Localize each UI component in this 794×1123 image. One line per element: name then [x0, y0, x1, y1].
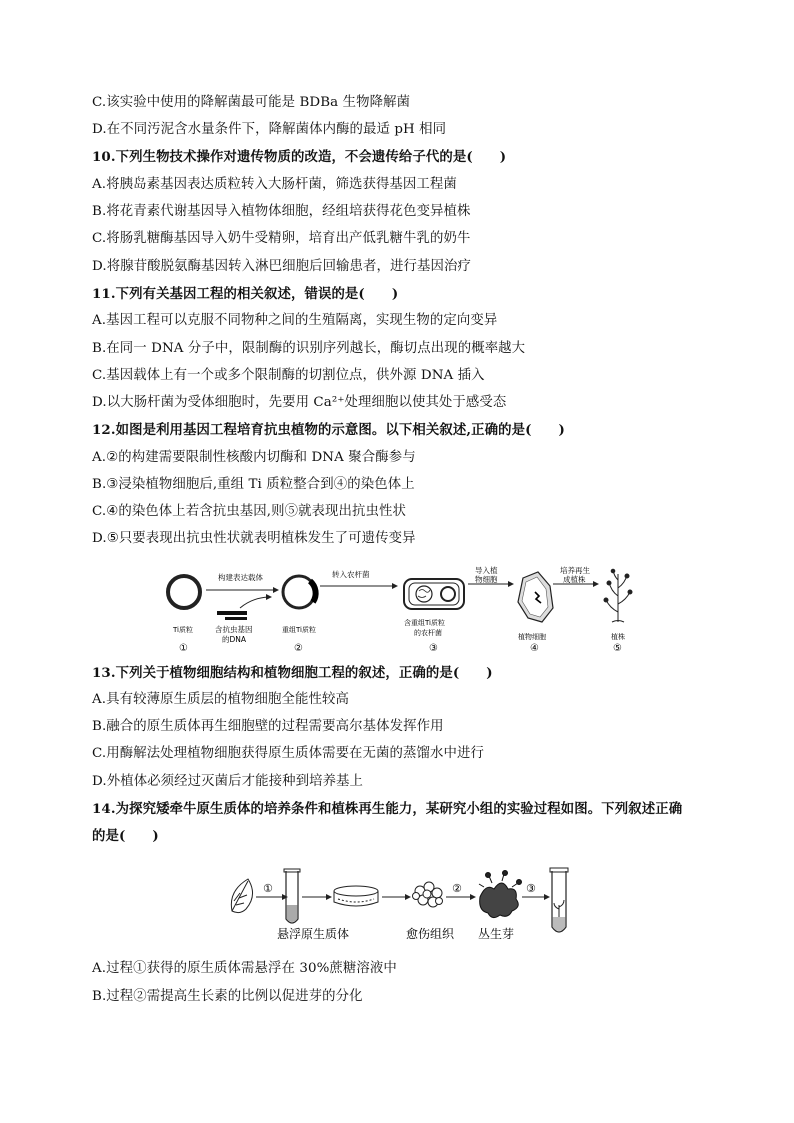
arrow-label-regenerate-a: 培养再生	[560, 566, 590, 575]
arrow-label-into-plant-cell-b: 物细胞	[475, 575, 498, 584]
q13-option-a: A.具有较薄原生质层的植物细胞全能性较高	[92, 692, 349, 707]
plant-icon	[604, 569, 632, 622]
arrow-label-build-vector: 构建表达载体	[218, 573, 263, 582]
step-2-label: ②	[452, 882, 462, 895]
q10-stem: 10.下列生物技术操作对遗传物质的改造，不会遗传给子代的是( )	[92, 149, 507, 165]
q11-option-a: A.基因工程可以克服不同物种之间的生殖隔离，实现生物的定向变异	[92, 313, 498, 328]
q12-stem: 12.如图是利用基因工程培育抗虫植物的示意图。以下相关叙述,正确的是( )	[92, 422, 565, 438]
label-num-5: ⑤	[613, 643, 622, 654]
label-recombinant-plasmid: 重组Ti质粒	[282, 626, 317, 634]
q14-option-b: B.过程②需提高生长素的比例以促进芽的分化	[92, 989, 363, 1004]
label-num-3: ③	[429, 643, 438, 654]
q10-option-d: D.将腺苷酸脱氨酶基因转入淋巴细胞后回输患者，进行基因治疗	[92, 259, 471, 274]
callus-icon	[413, 882, 443, 907]
label-agrobacterium-b: 的农杆菌	[414, 629, 442, 637]
step-1-label: ①	[263, 882, 273, 895]
label-suspended-protoplast: 悬浮原生质体	[277, 927, 350, 941]
arrow-label-into-agrobacterium: 转入农杆菌	[332, 570, 370, 579]
petri-dish-icon	[334, 886, 378, 906]
q9-option-d: D.在不同汚泥含水量条件下，降解菌体内酶的最适 pH 相同	[92, 122, 447, 137]
label-clustered-buds: 丛生芽	[478, 927, 515, 941]
label-gene-dna-b: 的DNA	[222, 635, 247, 644]
agrobacterium-icon	[404, 579, 464, 609]
recombinant-plasmid-icon	[283, 576, 316, 608]
plant-cell-icon	[518, 572, 553, 622]
q12-option-b: B.③浸染植物细胞后,重组 Ti 质粒整合到④的染色体上	[92, 477, 415, 492]
q14-stem-line1: 14.为探究矮牵牛原生质体的培养条件和植株再生能力，某研究小组的实验过程如图。下列叙述正确	[92, 801, 683, 817]
clustered-buds-icon	[479, 871, 522, 918]
arrow-label-into-plant-cell-a: 导入植	[475, 566, 498, 575]
q10-option-c: C.将肠乳糖酶基因导入奶牛受精卵，培育出产低乳糖牛乳的奶牛	[92, 231, 471, 246]
q10-option-b: B.将花青素代谢基因导入植物体细胞，经组培获得花色变异植株	[92, 204, 471, 219]
label-num-1: ①	[179, 643, 188, 654]
label-num-2: ②	[294, 643, 303, 654]
step-3-label: ③	[526, 882, 536, 895]
q12-option-a: A.②的构建需要限制性核酸内切酶和 DNA 聚合酶参与	[92, 450, 416, 465]
q9-option-c: C.该实验中使用的降解菌最可能是 BDBa 生物降解菌	[92, 95, 411, 110]
label-plant-cell: 植物细胞	[518, 633, 546, 641]
dna-fragment-icon	[217, 594, 272, 620]
label-ti-plasmid: Ti质粒	[173, 626, 194, 634]
label-plant: 植株	[611, 633, 625, 641]
q13-option-d: D.外植体必须经过灭菌后才能接种到培养基上	[92, 774, 364, 789]
arrow-label-regenerate-b: 成植株	[563, 575, 586, 584]
q13-option-b: B.融合的原生质体再生细胞壁的过程需要高尔基体发挥作用	[92, 719, 444, 734]
culture-tube-icon	[550, 868, 568, 932]
q12-option-d: D.⑤只要表现出抗虫性状就表明植株发生了可遗传变异	[92, 531, 416, 546]
test-tube-icon	[284, 869, 300, 923]
q14-figure	[222, 865, 582, 943]
label-num-4: ④	[530, 643, 539, 654]
q10-option-a: A.将胰岛素基因表达质粒转入大肠杆菌，筛选获得基因工程菌	[92, 177, 457, 192]
q13-option-c: C.用酶解法处理植物细胞获得原生质体需要在无菌的蒸馏水中进行	[92, 746, 484, 761]
q11-option-b: B.在同一 DNA 分子中，限制酶的识别序列越长，酶切点出现的概率越大	[92, 341, 526, 356]
q14-option-a: A.过程①获得的原生质体需悬浮在 30%蔗糖溶液中	[92, 961, 397, 976]
leaf-icon	[231, 879, 252, 913]
q11-option-d: D.以大肠杆菌为受体细胞时，先要用 Ca²⁺处理细胞以使其处于感受态	[92, 395, 507, 410]
q12-option-c: C.④的染色体上若含抗虫基因,则⑤就表现出抗虫性状	[92, 504, 406, 519]
q12-figure	[160, 562, 640, 657]
q13-stem: 13.下列关于植物细胞结构和植物细胞工程的叙述，正确的是( )	[92, 665, 493, 681]
label-agrobacterium-a: 含重组Ti质粒	[404, 619, 446, 627]
ti-plasmid-icon	[168, 576, 200, 608]
q11-stem: 11.下列有关基因工程的相关叙述，错误的是( )	[92, 286, 399, 302]
q14-stem-line2: 的是( )	[92, 828, 159, 844]
label-callus: 愈伤组织	[406, 927, 455, 941]
q11-option-c: C.基因载体上有一个或多个限制酶的切割位点，供外源 DNA 插入	[92, 368, 485, 383]
label-gene-dna-a: 含抗虫基因	[215, 625, 253, 634]
